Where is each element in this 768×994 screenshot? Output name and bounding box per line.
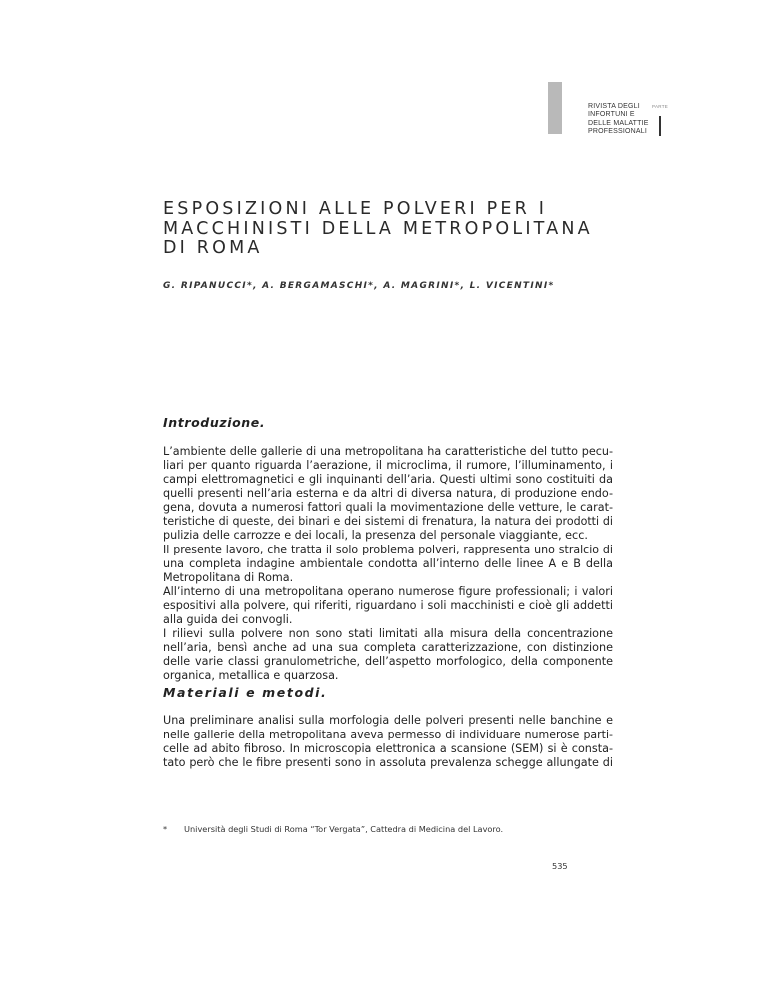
footnote-text: Università degli Studi di Roma “Tor Vergata”, Cattedra di Medicina del Lavoro. [184,824,504,834]
journal-name-line: RIVISTA DEGLI [588,103,640,110]
text-line: Il presente lavoro, che tratta il solo problema polveri, rappresenta uno stralcio di [163,543,613,556]
article-title [163,200,633,259]
text-line: I rilievi sulla polvere non sono stati limitati alla misura della concentrazione [163,627,613,640]
text-line: organica, metallica e quarzosa. [163,669,339,682]
section-heading-materiali: Materiali e metodi. [163,685,328,700]
footnote-mark: * [163,824,168,834]
text-line: liari per quanto riguarda l’aerazione, il microclima, il rumore, l’illuminamento, i [163,459,613,472]
text-line: Metropolitana di Roma. [163,571,294,584]
page-number: 535 [552,861,568,871]
introduzione-paragraph [163,445,613,683]
footnote [163,824,503,834]
header-decorative-bar [548,82,562,134]
text-line: tato però che le fibre presenti sono in assoluta prevalenza schegge allungate di [163,756,613,769]
text-line: celle ad abito fibroso. In microscopia elettronica a scansione (SEM) si è consta- [163,742,613,755]
article-title-line: DI ROMA [163,238,263,258]
materiali-paragraph [163,714,613,770]
section-marker-bar [659,116,661,136]
journal-name [588,103,658,137]
text-line: gena, dovuta a numerosi fattori quali la movimentazione delle vetture, le carat- [163,501,613,514]
text-line: nelle gallerie della metropolitana aveva permesso di individuare numerose parti- [163,728,613,741]
article-title-line: ESPOSIZIONI ALLE POLVERI PER I [163,199,548,219]
article-authors: G. RIPANUCCI*, A. BERGAMASCHI*, A. MAGRINI*, L. VICENTINI* [163,281,555,291]
text-line: quelli presenti nell’aria esterna e da altri di diversa natura, di produzione endo- [163,487,613,500]
text-line: All’interno di una metropolitana operano numerose figure professionali; i valori [163,585,613,598]
text-line: L’ambiente delle gallerie di una metropolitana ha caratteristiche del tutto pecu- [163,445,613,458]
text-line: una completa indagine ambientale condotta all’interno delle linee A e B della [163,557,613,570]
text-line: espositivi alla polvere, qui riferiti, riguardano i soli macchinisti e cioè gli addetti [163,599,613,612]
text-line: delle varie classi granulometriche, dell’aspetto morfologico, della componente [163,655,613,668]
text-line: campi elettromagnetici e gli inquinanti dell’aria. Questi ultimi sono costituiti da [163,473,613,486]
text-line: Una preliminare analisi sulla morfologia delle polveri presenti nelle banchine e [163,714,613,727]
journal-name-line: PROFESSIONALI [588,128,648,136]
journal-name-line: INFORTUNI E [588,111,635,119]
section-heading-introduzione: Introduzione. [163,415,266,430]
text-line: teristiche di queste, dei binari e dei sistemi di frenatura, la natura dei prodotti di [163,515,613,528]
section-label: PARTE [652,104,669,109]
text-line: pulizia delle carrozze e dei locali, la presenza del personale viaggiante, ecc. [163,529,588,542]
journal-name-line: DELLE MALATTIE [588,119,649,127]
article-title-line: MACCHINISTI DELLA METROPOLITANA [163,218,593,239]
text-line: nell’aria, bensì anche ad una sua completa caratterizzazione, con distinzione [163,641,613,654]
text-line: alla guida dei convogli. [163,613,293,626]
